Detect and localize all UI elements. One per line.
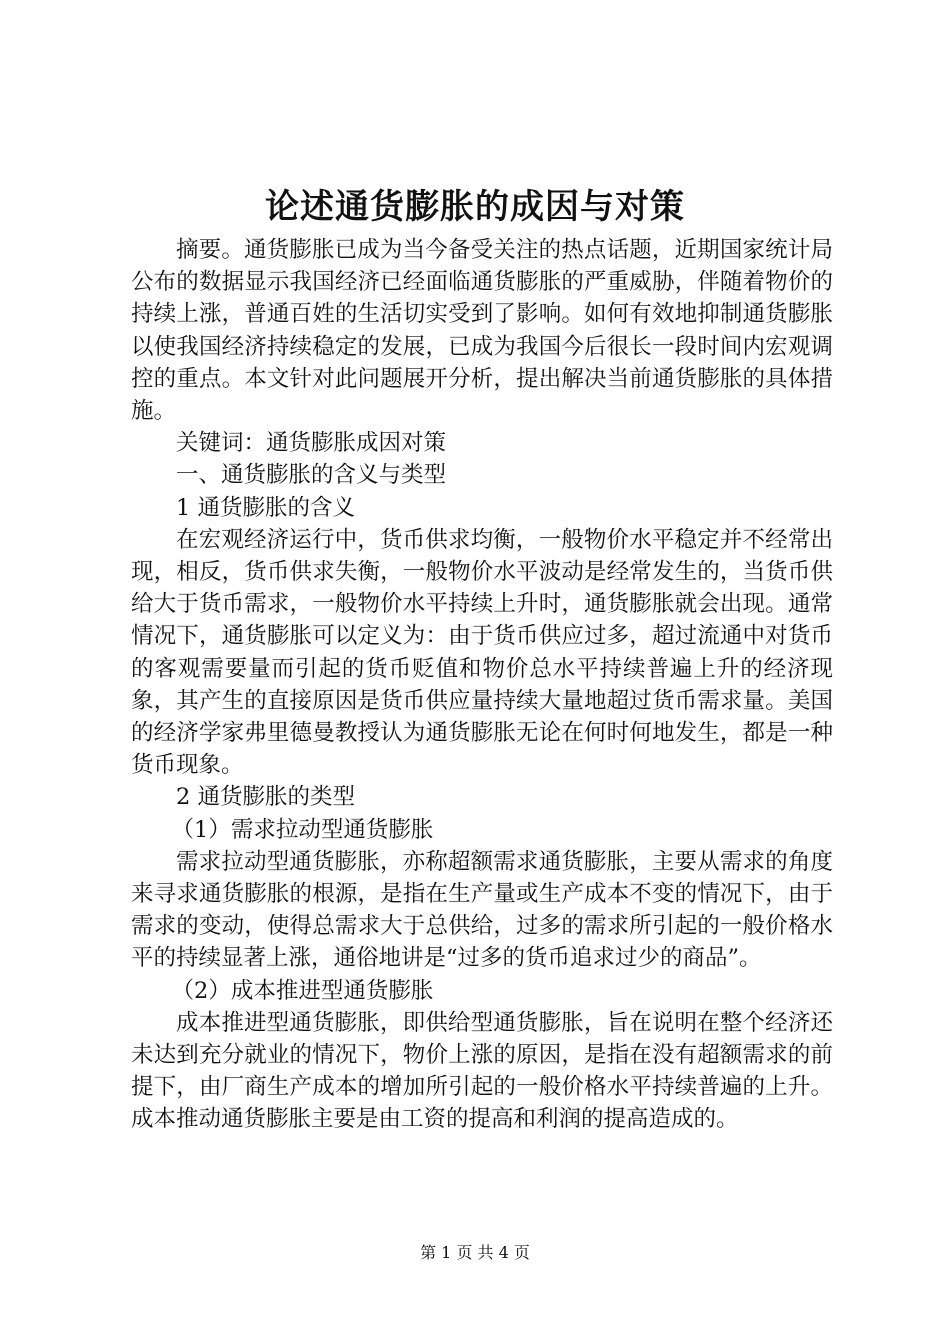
type-heading-demand-pull: （1）需求拉动型通货膨胀: [171, 816, 434, 843]
cost-push-paragraph: 成本推进型通货膨胀，即供给型通货膨胀，旨在说明在整个经济还未达到充分就业的情况下，物价上涨的原因，是指在没有超额需求的前提下，由厂商生产成本的增加所引起的一般价格水平持续普遍的上升。成本推动通货膨胀主要是由工资的提高和利润的提高造成的。: [131, 1009, 833, 1133]
subsection-heading-types: 2 通货膨胀的类型: [176, 784, 355, 811]
section-heading: 一、通货膨胀的含义与类型: [176, 462, 447, 489]
subsection-heading-definition: 1 通货膨胀的含义: [176, 494, 355, 521]
demand-pull-paragraph: 需求拉动型通货膨胀，亦称超额需求通货膨胀，主要从需求的角度来寻求通货膨胀的根源，是指在生产量或生产成本不变的情况下，由于需求的变动，使得总需求大于总供给，过多的需求所引起的一般价格水平的持续显著上涨，通俗地讲是“过多的货币追求过少的商品”。: [131, 848, 833, 972]
type-heading-cost-push: （2）成本推进型通货膨胀: [171, 977, 434, 1004]
keywords-line: 关键词：通货膨胀成因对策: [176, 430, 447, 457]
page-number-footer: 第 1 页 共 4 页: [420, 1243, 530, 1262]
definition-paragraph: 在宏观经济运行中，货币供求均衡，一般物价水平稳定并不经常出现，相反，货币供求失衡，一般物价水平波动是经常发生的，当货币供给大于货币需求，一般物价水平持续上升时，通货膨胀就会出现。通常情况下，通货膨胀可以定义为：由于货币供应过多，超过流通中对货币的客观需要量而引起的货币贬值和物价总水平持续普遍上升的经济现象，其产生的直接原因是货币供应量持续大量地超过货币需求量。美国的经济学家弗里德曼教授认为通货膨胀无论在何时何地发生，都是一种货币现象。: [131, 526, 833, 779]
abstract-paragraph: 摘要。通货膨胀已成为当今备受关注的热点话题，近期国家统计局公布的数据显示我国经济已经面临通货膨胀的严重威胁，伴随着物价的持续上涨，普通百姓的生活切实受到了影响。如何有效地抑制通货膨胀以使我国经济持续稳定的发展，已成为我国今后很长一段时间内宏观调控的重点。本文针对此问题展开分析，提出解决当前通货膨胀的具体措施。: [131, 237, 833, 425]
document-title: 论述通货膨胀的成因与对策: [265, 187, 685, 227]
document-body: [131, 234, 833, 1136]
